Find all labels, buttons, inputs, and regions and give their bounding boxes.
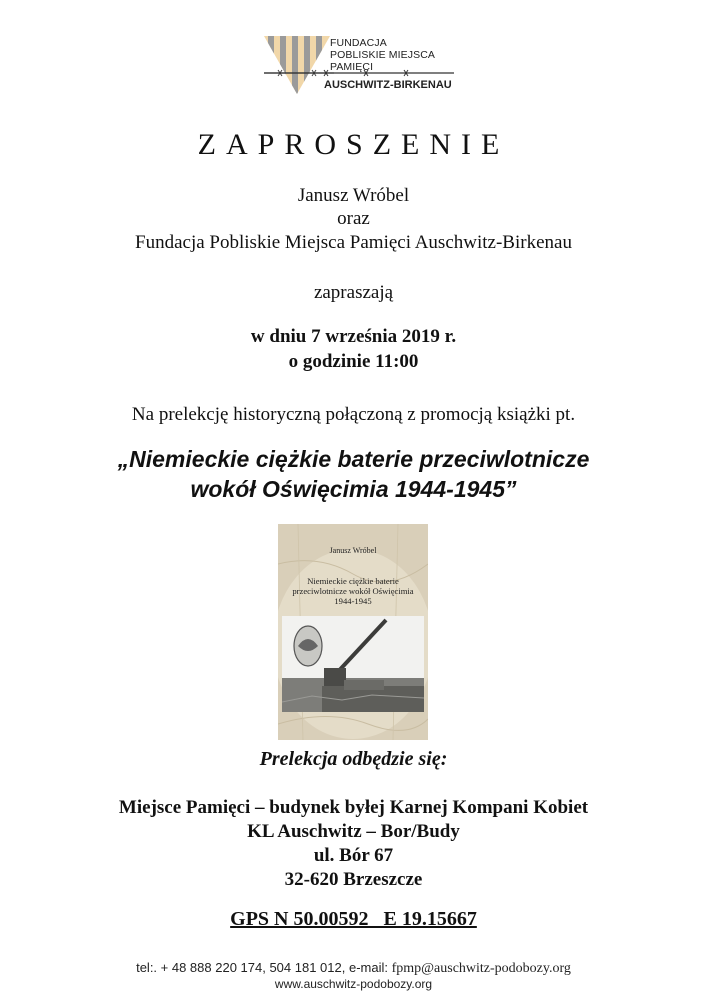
gps-text: GPS N 50.00592 E 19.15667 xyxy=(230,908,477,930)
location-line-4: 32-620 Brzeszcze xyxy=(284,869,423,890)
book-title-line-2: wokół Oświęcimia 1944-1945” xyxy=(190,476,517,502)
cover-author: Janusz Wróbel xyxy=(329,546,377,555)
logo-line-1: FUNDACJA xyxy=(330,37,387,49)
event-time: o godzinie 11:00 xyxy=(288,351,419,372)
organizer-line-2: oraz xyxy=(337,208,370,229)
anti-aircraft-gun-photo xyxy=(282,616,424,712)
lecture-intro: Na prelekcję historyczną połączoną z promocją książki pt. xyxy=(131,404,576,425)
logo-line-3: AUSCHWITZ-BIRKENAU xyxy=(324,79,452,91)
location-line-1: Miejsce Pamięci – budynek byłej Karnej Kompani Kobiet xyxy=(118,797,589,818)
logo-text xyxy=(330,37,454,73)
event-date: w dniu 7 września 2019 r. xyxy=(250,326,457,347)
contact-phone: tel:. + 48 888 220 174, 504 181 012, e-mail: xyxy=(136,960,392,975)
logo-line-2: POBLISKIE MIEJSCA PAMIĘCI xyxy=(330,49,435,73)
cover-title-line-3: 1944-1945 xyxy=(334,596,372,606)
cover-title-line-2: przeciwlotnicze wokół Oświęcimia xyxy=(292,586,414,596)
invite-verb: zapraszają xyxy=(313,282,394,303)
foundation-logo xyxy=(264,36,454,98)
organizer-line-1: Janusz Wróbel xyxy=(297,185,410,206)
location-line-2: KL Auschwitz – Bor/Budy xyxy=(247,821,460,842)
gps-coordinates xyxy=(0,908,707,931)
website-link[interactable]: www.auschwitz-podobozy.org xyxy=(274,977,433,991)
lecture-location-heading: Prelekcja odbędzie się: xyxy=(259,748,448,770)
cover-title xyxy=(282,576,424,606)
cover-title-line-1: Niemieckie ciężkie baterie xyxy=(307,576,399,586)
contact-email-link[interactable]: fpmp@auschwitz-podobozy.org xyxy=(391,961,571,976)
book-cover-image xyxy=(278,524,428,740)
book-title-line-1: „Niemieckie ciężkie baterie przeciwlotnicze xyxy=(117,446,590,472)
contact-line xyxy=(0,960,707,977)
page-title: ZAPROSZENIE xyxy=(197,128,510,161)
location-line-3: ul. Bór 67 xyxy=(313,845,394,866)
organizer-line-3: Fundacja Pobliskie Miejsca Pamięci Auschwitz-Birkenau xyxy=(135,232,572,253)
